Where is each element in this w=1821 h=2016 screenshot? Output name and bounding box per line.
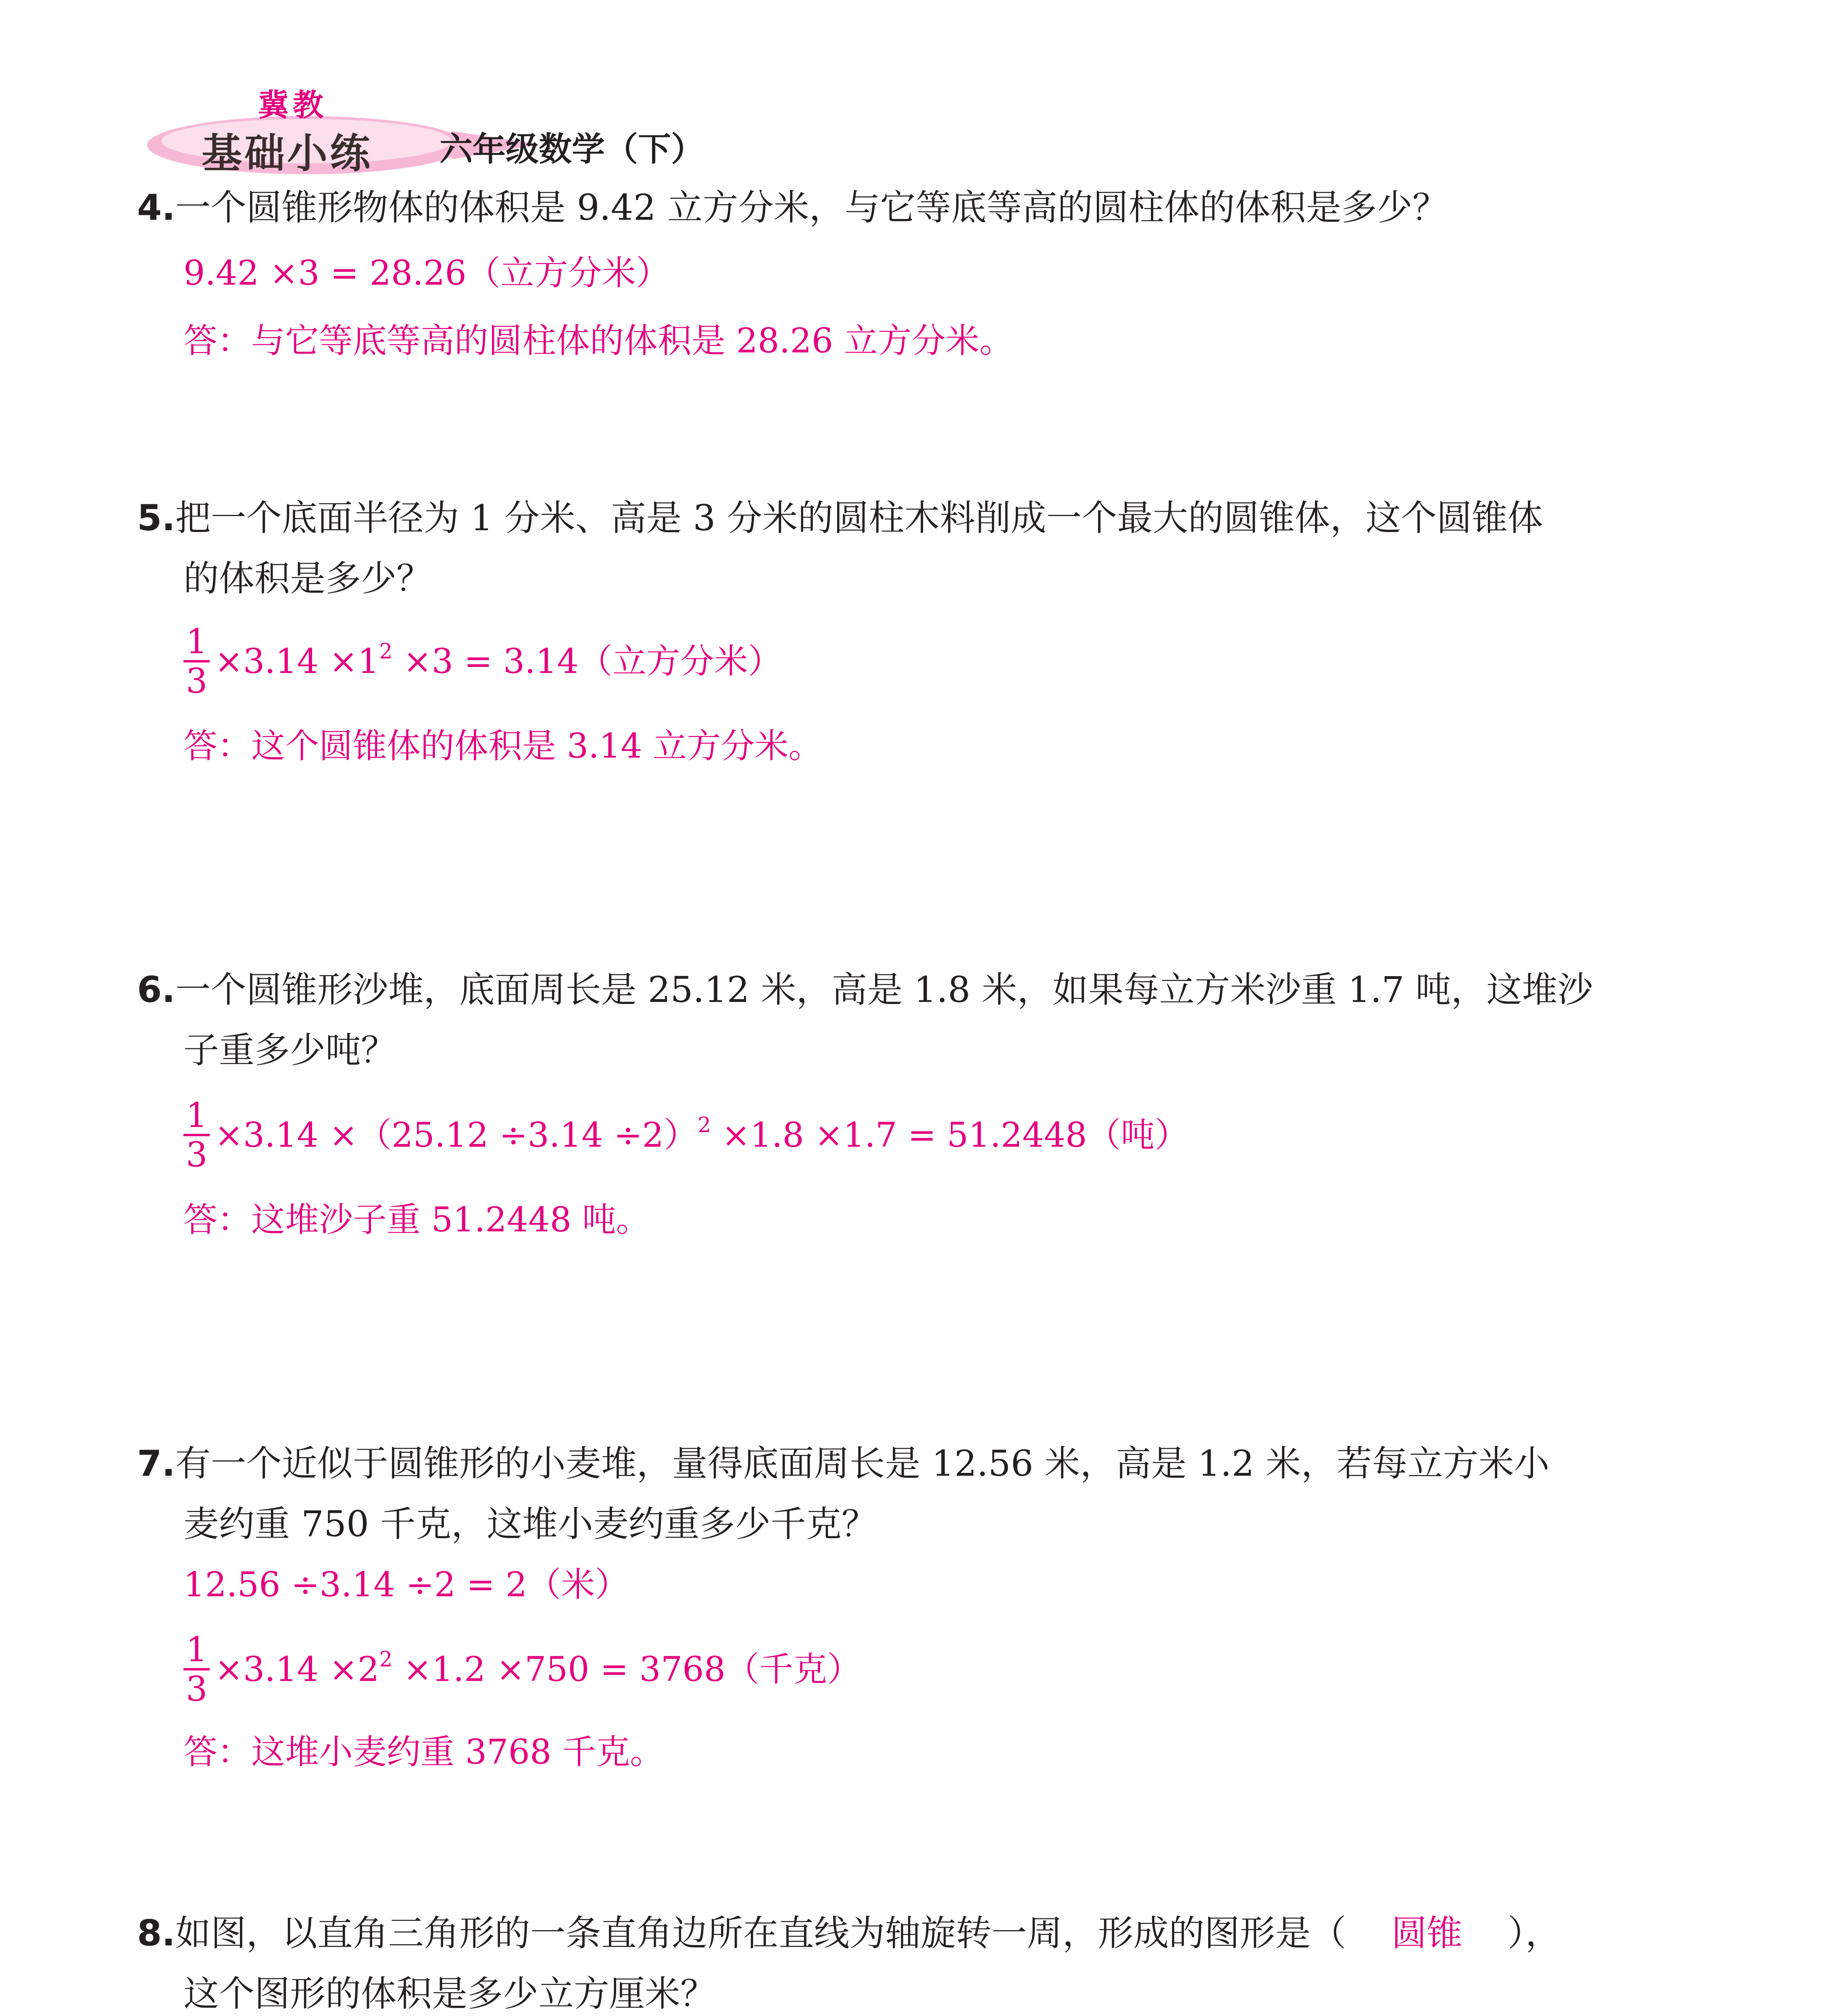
exponent: 2 [698,1113,711,1137]
answer-text: 答：这堆沙子重 51.2448 吨。 [183,1200,650,1239]
subject-title: 六年级数学（下） [440,130,704,169]
question-number: 5. [137,497,175,539]
fill-blank-answer: 圆锥 [1391,1912,1463,1954]
question-number: 8. [137,1912,175,1954]
series-title: 基础小练 [202,130,373,177]
question-4 [137,177,1448,238]
solution-formula [183,623,782,700]
question-number: 4. [137,187,175,228]
question-text: 把一个底面半径为 1 分米、高是 3 分米的圆柱木料削成一个最大的圆锥体，这个圆锥体 [175,497,1543,539]
solution-line: 9.42 ×3 = 28.26（立方分米） [183,253,670,293]
fraction-denominator: 3 [186,1669,208,1709]
question-text-line-2: 子重多少吨？ [183,1029,397,1071]
exponent: 2 [379,1647,393,1672]
fraction-numerator: 1 [183,623,210,662]
exponent: 2 [379,639,393,664]
fraction-one-third [183,623,210,700]
fraction-one-third [183,1631,210,1708]
question-number: 7. [137,1443,175,1484]
solution-line: 12.56 ÷3.14 ÷2 = 2（米） [183,1565,629,1604]
answer-text: 答：这个圆锥体的体积是 3.14 立方分米。 [183,726,823,766]
expr-part: ×3 = 3.14（立方分米） [392,641,782,681]
question-text: 如图，以直角三角形的一条直角边所在直线为轴旋转一周，形成的图形是（ [175,1912,1346,1954]
question-5 [137,488,1543,548]
expr-part: ×1.2 ×750 = 3768（千克） [392,1649,861,1689]
expr-part: ×3.14 ×2 [215,1649,379,1689]
expr-part: ×1.8 ×1.7 = 51.2448（吨） [711,1115,1189,1155]
question-text-line-2: 麦约重 750 千克，这堆小麦约重多少千克？ [183,1503,877,1545]
fraction-numerator: 1 [183,1097,210,1136]
question-text: 有一个近似于圆锥形的小麦堆，量得底面周长是 12.56 米，高是 1.2 米，若每立方米小 [175,1443,1550,1484]
solution-formula [183,1097,1189,1173]
expr-part: ×3.14 ×1 [215,641,379,681]
question-number: 6. [137,969,175,1010]
question-text: ）， [1507,1912,1561,1954]
fraction-numerator: 1 [183,1631,210,1670]
question-text: 一个圆锥形沙堆，底面周长是 25.12 米，高是 1.8 米，如果每立方米沙重 1.7 吨，这堆沙 [175,969,1593,1010]
question-text: 一个圆锥形物体的体积是 9.42 立方分米，与它等底等高的圆柱体的体积是多少？ [175,187,1448,228]
question-text-line-2: 这个图形的体积是多少立方厘米？ [183,1973,716,2014]
answer-text: 答：这堆小麦约重 3768 千克。 [183,1732,664,1772]
question-8 [137,1903,1561,1964]
question-6 [137,960,1593,1020]
question-7 [137,1433,1549,1494]
solution-formula [183,1631,861,1708]
answer-text: 答：与它等底等高的圆柱体的体积是 28.26 立方分米。 [183,321,1013,360]
fraction-denominator: 3 [186,1135,208,1175]
fraction-denominator: 3 [186,661,208,701]
fraction-one-third [183,1097,210,1173]
question-text-line-2: 的体积是多少？ [183,558,432,599]
publisher-label: 冀教 [258,87,327,123]
expr-part: ×3.14 ×（25.12 ÷3.14 ÷2） [215,1115,698,1155]
